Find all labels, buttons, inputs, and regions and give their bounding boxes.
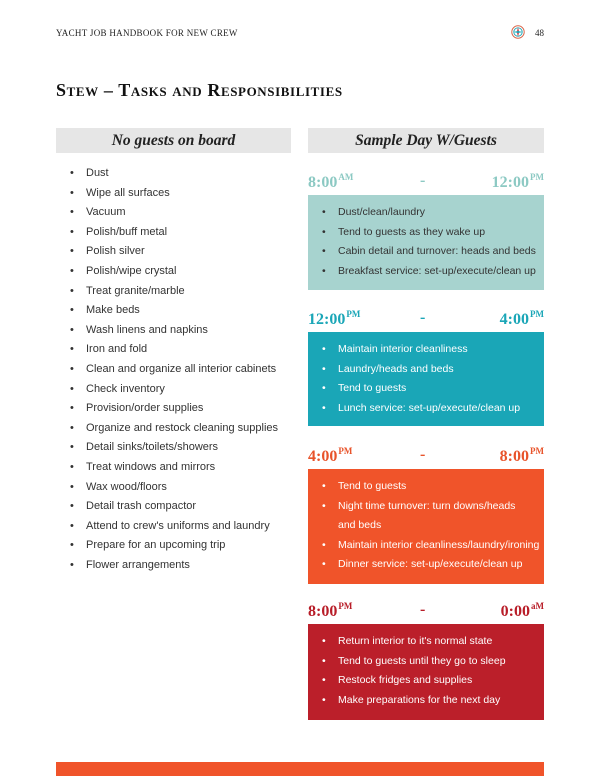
time-start-suffix: PM [346,309,361,319]
time-end-suffix: PM [530,446,544,456]
time-start-suffix: PM [338,601,353,611]
list-item: • Cabin detail and turnover: heads and beds [322,242,544,262]
list-item: • Clean and organize all interior cabinets [70,360,278,380]
time-start [308,309,360,329]
time-start-suffix: PM [338,446,353,456]
list-item: • Laundry/heads and beds [322,360,544,380]
no-guests-heading: No guests on board [56,128,291,153]
list-item: • Dust/clean/laundry [322,203,544,223]
time-end [501,601,544,621]
no-guests-task-list [70,164,278,575]
time-start [308,446,352,466]
list-item: • Polish/wipe crystal [70,262,278,282]
list-item: • Tend to guests [322,477,544,497]
list-item: • Tend to guests [322,379,544,399]
list-item: • Treat windows and mirrors [70,458,278,478]
list-item: • Organize and restock cleaning supplies [70,419,278,439]
list-item: • Vacuum [70,203,278,223]
list-item: • Prepare for an upcoming trip [70,536,278,556]
list-item: • Maintain interior cleanliness [322,340,544,360]
time-start-value: 12:00 [308,311,346,328]
list-item: • Polish silver [70,242,278,262]
time-start-value: 4:00 [308,448,338,465]
time-start [308,601,352,621]
time-end-value: 8:00 [499,448,529,465]
night-task-block [308,624,544,720]
time-range-morning [308,172,544,192]
time-end [500,446,544,466]
header-title: YACHT JOB HANDBOOK FOR NEW CREW [56,28,238,38]
list-item: • Dust [70,164,278,184]
list-item: • Detail sinks/toilets/showers [70,438,278,458]
list-item: • Return interior to it's normal state [322,632,544,652]
list-item: • Wipe all surfaces [70,184,278,204]
time-range-midday [308,309,544,329]
list-item: • Wash linens and napkins [70,321,278,341]
list-item: • Detail trash compactor [70,497,278,517]
time-end-value: 0:00 [500,603,530,620]
midday-task-block [308,332,544,426]
time-end [500,309,544,329]
list-item: • Polish/buff metal [70,223,278,243]
list-item: • Restock fridges and supplies [322,671,544,691]
time-end-suffix: PM [530,309,544,319]
list-item: • Iron and fold [70,340,278,360]
list-item: • Make preparations for the next day [322,691,544,711]
sample-day-heading: Sample Day W/Guests [308,128,544,153]
list-item: • Attend to crew's uniforms and laundry [70,517,278,537]
page-number: 48 [535,28,544,38]
list-item: • Flower arrangements [70,556,278,576]
time-range-afternoon [308,446,544,466]
list-item: • Lunch service: set-up/execute/clean up [322,399,544,419]
list-item: • Breakfast service: set-up/execute/clean up [322,262,544,282]
list-item: • Check inventory [70,380,278,400]
time-dash: - [420,446,426,463]
time-end-value: 12:00 [491,174,529,191]
list-item: • Dinner service: set-up/execute/clean up [322,555,544,575]
time-start-value: 8:00 [308,603,338,620]
list-item: • Provision/order supplies [70,399,278,419]
time-dash: - [420,172,426,189]
time-end [492,172,544,192]
compass-rose-icon [511,25,525,39]
footer-bar [56,762,544,776]
time-start-suffix: AM [338,172,354,182]
list-item: and beds [338,519,382,531]
list-item: • Tend to guests until they go to sleep [322,652,544,672]
list-item: • Make beds [70,301,278,321]
time-start [308,172,353,192]
list-item: • Tend to guests as they wake up [322,223,544,243]
time-range-night [308,601,544,621]
time-end-value: 4:00 [499,311,529,328]
list-item: • Night time turnover: turn downs/heads [322,497,544,517]
page-title: Stew – Tasks and Responsibilities [56,80,343,100]
time-dash: - [420,601,426,618]
list-item: • Treat granite/marble [70,282,278,302]
time-start-value: 8:00 [308,174,338,191]
time-end-suffix: aM [531,601,544,611]
time-dash: - [420,309,426,326]
list-item: • Maintain interior cleanliness/laundry/ironing [322,536,544,556]
evening-task-block [308,469,544,584]
time-end-suffix: PM [530,172,544,182]
list-item: • Wax wood/floors [70,478,278,498]
morning-task-block [308,195,544,290]
